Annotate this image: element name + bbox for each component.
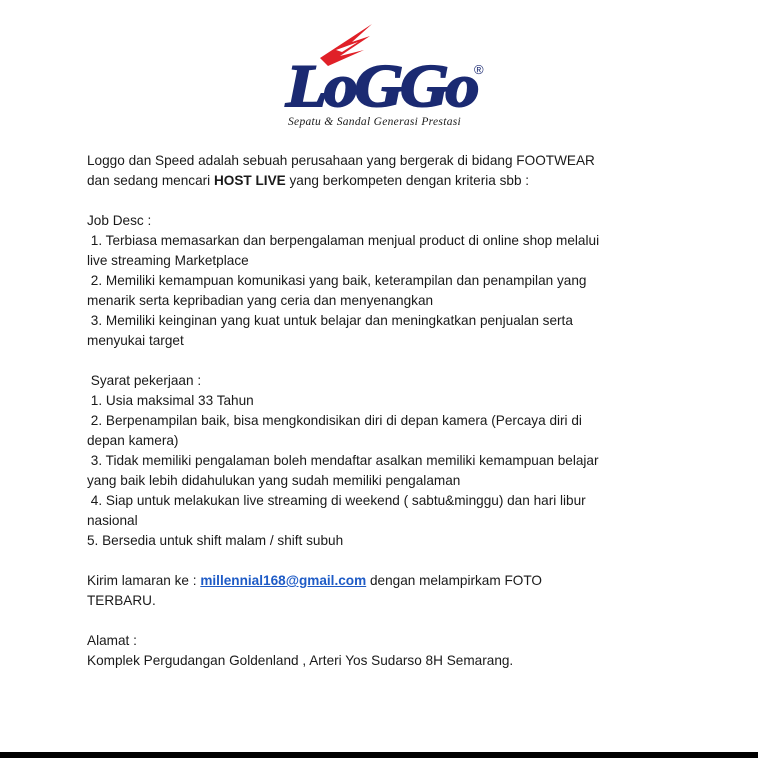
intro-line-1: Loggo dan Speed adalah sebuah perusahaan yang bergerak di bidang FOOTWEAR [87,153,595,168]
job-posting-body [87,151,687,671]
jobdesc-line: menarik serta kepribadian yang ceria dan menyenangkan [87,293,434,308]
apply-text: Kirim lamaran ke : [87,573,201,588]
apply-line-1 [87,571,687,591]
registered-mark: ® [474,62,484,77]
jobdesc-heading: Job Desc : [87,213,152,228]
address-heading: Alamat : [87,633,137,648]
email-link[interactable]: millennial168@gmail.com [200,573,367,588]
syarat-line: depan kamera) [87,433,179,448]
syarat-line: 1. Usia maksimal 33 Tahun [87,393,254,408]
jobdesc-line: 2. Memiliki kemampuan komunikasi yang baik, keterampilan dan penampilan yang [87,273,587,288]
intro-text: dan sedang mencari [87,173,214,188]
syarat-heading: Syarat pekerjaan : [87,373,202,388]
jobdesc-line: 3. Memiliki keinginan yang kuat untuk belajar dan meningkatkan penjualan serta [87,313,573,328]
address-line: Komplek Pergudangan Goldenland , Arteri Yos Sudarso 8H Semarang. [87,653,514,668]
syarat-line: 3. Tidak memiliki pengalaman boleh mendaftar asalkan memiliki kemampuan belajar [87,453,599,468]
jobdesc-line: menyukai target [87,333,184,348]
loggo-logo-graphic [280,20,490,116]
jobdesc-line: 1. Terbiasa memasarkan dan berpengalaman menjual product di online shop melalui [87,233,600,248]
syarat-line: 5. Bersedia untuk shift malam / shift subuh [87,533,344,548]
intro-line-2 [87,171,687,191]
syarat-line: nasional [87,513,138,528]
company-logo [280,20,490,132]
bottom-border [0,752,758,758]
syarat-line: 2. Berpenampilan baik, bisa mengkondisikan diri di depan kamera (Percaya diri di [87,413,582,428]
logo-wordmark: LoGGo [284,53,478,116]
apply-line-2: TERBARU. [87,593,156,608]
jobdesc-line: live streaming Marketplace [87,253,249,268]
apply-text-end: dengan melampirkam FOTO [366,573,542,588]
intro-text-end: yang berkompeten dengan kriteria sbb : [285,173,530,188]
intro-highlight: HOST LIVE [213,173,286,188]
syarat-line: yang baik lebih didahulukan yang sudah memiliki pengalaman [87,473,461,488]
syarat-line: 4. Siap untuk melakukan live streaming di weekend ( sabtu&minggu) dan hari libur [87,493,586,508]
logo-tagline: Sepatu & Sandal Generasi Prestasi [288,116,462,128]
